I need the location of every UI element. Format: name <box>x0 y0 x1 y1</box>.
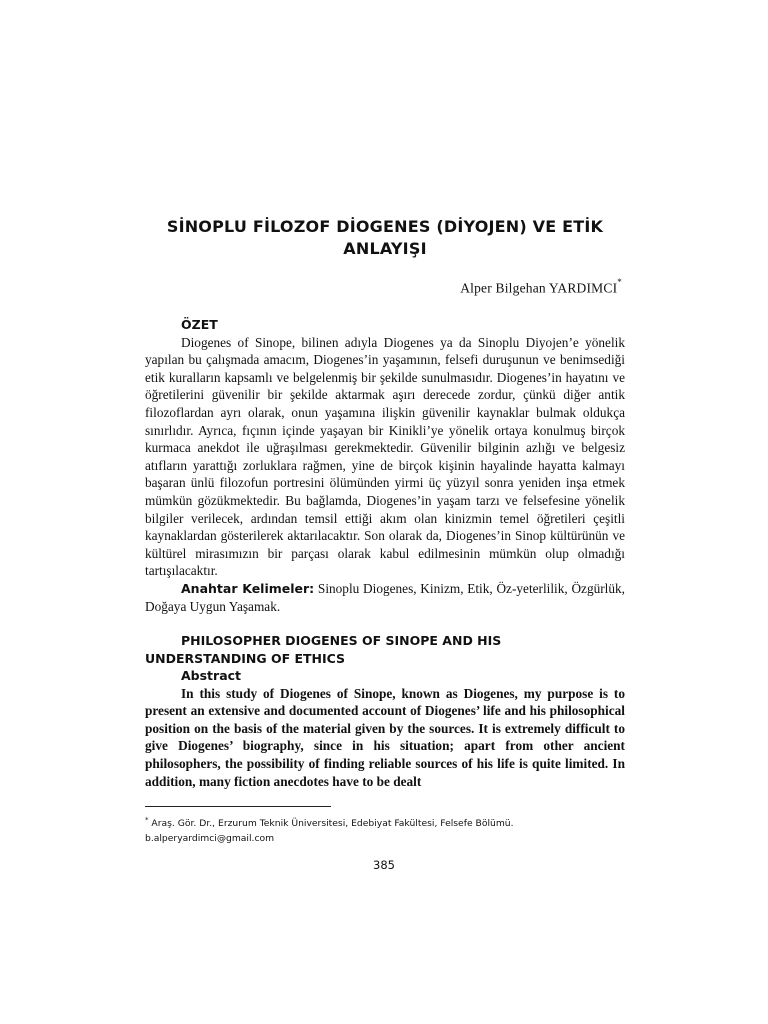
article-title-line-1: SİNOPLU FİLOZOF DİOGENES (DİYOJEN) VE ETİK <box>166 217 604 236</box>
footnote-divider <box>145 806 331 807</box>
abstract-heading: Abstract <box>181 668 242 683</box>
keywords-text: Sinoplu Diogenes, Kinizm, Etik, Öz-yeterlilik, Özgürlük, Doğaya Uygun Yaşamak. <box>145 580 625 614</box>
author-line <box>460 279 622 297</box>
ozet-paragraph: Diogenes of Sinope, bilinen adıyla Diogenes ya da Sinoplu Diyojen’e yönelik yapılan bu çalışmada amacım, Diogenes’in yaşamının, felsefi duruşunun ve benimsediği etik kuralların kapsamlı ve belgelenmiş bir şekilde sunulmasıdır. Diogenes’in hayatını ve öğretilerini güvenilir bir şekilde aktarmak aşırı derecede zordur, çünkü diğer antik filozoflardan ayrı olarak, onun yaşamına ilişkin güvenilir kaynaklar bulmak oldukça sınırlıdır. Ayrıca, fıçının içinde yaşayan bir Kinikli’ye yönelik ortaya konulmuş birçok kurmaca anekdot ile uğraşılması gerekmektedir. Güvenilir bilginin azlığı ve belgesiz atıfların yarattığı zorluklara rağmen, yine de birçok kişinin hayalinde hayatta kalmayı başaran ünlü filozofun portresini ölümünden yirmi üç yüzyıl sonra yeniden inşa etmek mümkün gözükmektedir. Bu bağlamda, Diogenes’in yaşam tarzı ve felsefesine yönelik bilgiler verilecek, ardından temsil ettiği akım olan kinizmin temel öğretileri çeşitli kaynaklardan gösterilerek aktarılacaktır. Son olarak da, Diogenes’in Sinop kültürünün ve kültürel mirasımızın bir parçası olarak kabul edilmesinin mümkün olup olmadığı tartışılacaktır. <box>145 334 625 579</box>
article-title-line-2: ANLAYIŞI <box>343 239 427 258</box>
keywords-label: Anahtar Kelimeler: <box>181 580 315 596</box>
abstract-paragraph: In this study of Diogenes of Sinope, known as Diogenes, my purpose is to present an extensive and documented account of Diogenes’ life and his philosophical position on the basis of the material given by the sources. It is extremely difficult to give Diogenes’ biography, since in his situation; apart from other ancient philosophers, the possibility of finding reliable sources of his life is quite limited. In addition, many fiction anecdotes have to be dealt <box>145 685 625 789</box>
footnote-email: b.alperyardimci@gmail.com <box>145 833 275 845</box>
footnote-affiliation: Araş. Gör. Dr., Erzurum Teknik Üniversitesi, Edebiyat Fakültesi, Felsefe Bölümü. <box>151 818 514 830</box>
ozet-section <box>145 316 625 615</box>
author-footnote-marker: * <box>617 277 622 287</box>
page-number: 385 <box>373 858 395 872</box>
keywords-paragraph <box>145 580 625 615</box>
english-title: PHILOSOPHER DIOGENES OF SINOPE AND HIS UNDERSTANDING OF ETHICS <box>145 633 502 666</box>
article-title <box>145 216 625 260</box>
abstract-section <box>145 667 625 790</box>
ozet-heading: ÖZET <box>181 317 218 332</box>
author-name: Alper Bilgehan YARDIMCI <box>460 280 618 296</box>
footnote-marker: * <box>145 816 149 824</box>
footnote <box>145 813 625 846</box>
